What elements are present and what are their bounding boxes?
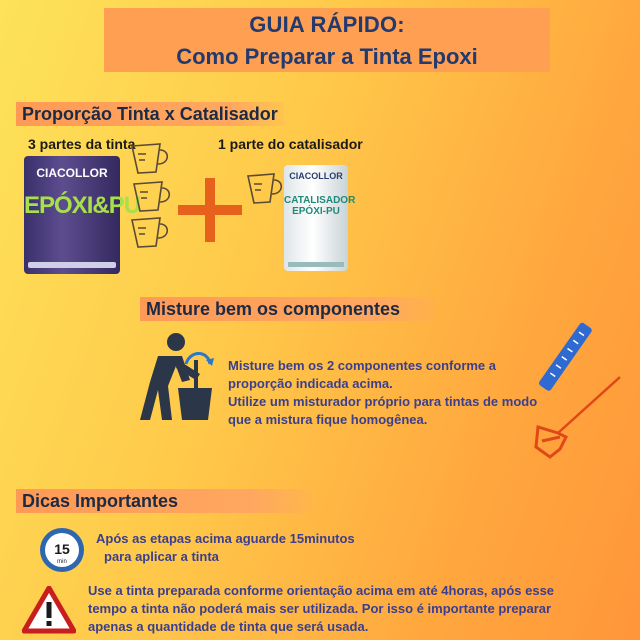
tip2-line-1: Use a tinta preparada conforme orientação acima em até 4horas, após esse — [88, 583, 555, 598]
paddle-mixer-icon — [530, 375, 622, 461]
tip2-line-3: apenas a quantidade de tinta que será usada. — [88, 619, 369, 634]
catalyst-parts-label: 1 parte do catalisador — [218, 136, 363, 152]
measuring-cup-icon — [242, 170, 286, 210]
paint-parts-label: 3 partes da tinta — [28, 136, 136, 152]
tip1-line-2: para aplicar a tinta — [104, 549, 219, 564]
mix-line-3: Utilize um misturador próprio para tintas de modo — [228, 394, 538, 409]
proportion-heading: Proporção Tinta x Catalisador — [16, 102, 284, 126]
tip2-line-2: tempo a tinta não poderá mais ser utilizada. Por isso é importante preparar — [88, 601, 552, 616]
paint-can-brand: CIACOLLOR — [36, 166, 108, 180]
title-line-2: Como Preparar a Tinta Epoxi — [176, 44, 478, 69]
catalyst-can-band — [288, 262, 344, 267]
worker-mixing-icon — [128, 330, 220, 422]
mix-heading: Misture bem os componentes — [140, 297, 436, 321]
title-line-1: GUIA RÁPIDO: — [249, 12, 405, 37]
paint-can-band — [28, 262, 116, 268]
timer-unit: min — [57, 559, 67, 565]
mix-line-2: proporção indicada acima. — [228, 376, 393, 391]
mix-line-4: que a mistura fique homogênea. — [228, 412, 428, 427]
paint-can-name: EPÓXI&PU — [24, 192, 141, 219]
title-banner — [104, 8, 550, 72]
tip1-line-1: Após as etapas acima aguarde 15minutos — [96, 531, 355, 546]
catalyst-can-image — [284, 165, 356, 271]
warning-icon — [22, 586, 76, 634]
catalyst-can-brand: CIACOLLOR — [289, 171, 343, 181]
paint-can-image — [24, 156, 141, 274]
timer-value: 15 — [54, 541, 70, 557]
timer-clock-icon — [38, 526, 86, 574]
measuring-cups-icon — [124, 140, 176, 250]
tips-heading: Dicas Importantes — [16, 489, 312, 513]
plus-icon — [178, 178, 242, 242]
mix-line-1: Misture bem os 2 componentes conforme a — [228, 358, 497, 373]
catalyst-can-name: CATALISADOR EPÓXI-PU — [284, 195, 356, 217]
